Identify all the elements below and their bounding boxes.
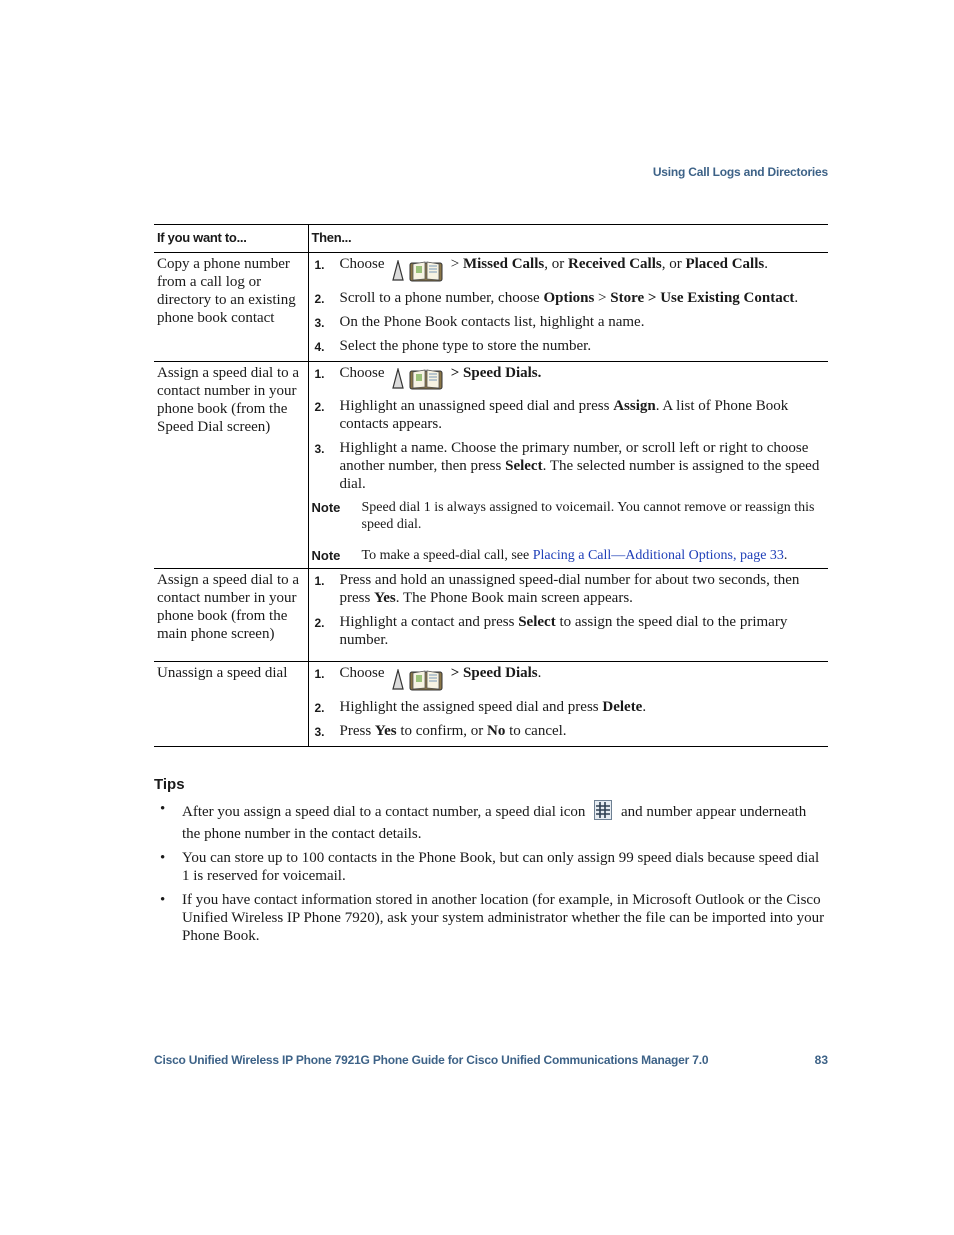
step-text: > — [594, 289, 611, 306]
step-number: 4. — [314, 339, 325, 354]
step-number: 1. — [314, 258, 325, 272]
step-text: , or — [544, 256, 568, 272]
step-text: Press — [339, 722, 375, 739]
softkey-select: Select — [518, 614, 556, 631]
step-text: to confirm, or — [396, 722, 487, 739]
softkey-select: Select — [505, 458, 543, 475]
table-header-row — [154, 225, 828, 253]
directory-book-icon — [408, 367, 444, 391]
step-number: 2. — [314, 700, 325, 715]
step-text: Select the phone type to store the number. — [339, 337, 592, 354]
note-block — [313, 499, 826, 533]
directory-book-icon — [408, 668, 444, 692]
note-block — [313, 547, 826, 564]
softkey-yes: Yes — [374, 722, 397, 739]
tips-heading: Tips — [154, 776, 185, 793]
step-text: . — [537, 665, 542, 682]
step-text: Highlight an unassigned speed dial and press — [339, 398, 614, 415]
speed-dial-grid-icon — [594, 800, 612, 825]
softkey-assign: Assign — [613, 398, 656, 415]
softkey-placed-calls: Placed Calls — [685, 256, 765, 272]
softkey-yes: Yes — [374, 590, 396, 607]
step-text: Choose — [339, 364, 385, 381]
step-item — [313, 255, 826, 283]
step-text: Press and hold an unassigned speed-dial number for about two seconds, then press — [339, 572, 800, 607]
menu-speed-dials: > Speed Dials. — [450, 364, 542, 381]
softkey-received-calls: Received Calls — [567, 256, 662, 272]
softkey-delete: Delete — [602, 698, 643, 715]
step-text: . The Phone Book main screen appears. — [395, 590, 633, 607]
note-text: To make a speed-dial call, see — [361, 548, 533, 564]
column-header-task: If you want to... — [154, 225, 308, 253]
step-item — [313, 571, 826, 607]
tip-text: You can store up to 100 contacts in the Phone Book, but can only assign 99 speed dials because speed dial 1 is reserved for voicemail. — [182, 850, 820, 884]
step-text: Highlight the assigned speed dial and press — [339, 698, 603, 715]
softkey-missed-calls: Missed Calls — [462, 256, 545, 272]
step-text: . — [794, 289, 799, 306]
step-text: , or — [661, 256, 686, 272]
step-text: > — [450, 256, 463, 272]
table-row — [154, 253, 828, 362]
step-text: . A list of Phone Book contacts appears. — [339, 398, 789, 433]
table-row — [154, 569, 828, 662]
step-item — [313, 397, 826, 433]
table-row — [154, 662, 828, 747]
step-text: . — [642, 698, 647, 715]
step-text: Scroll to a phone number, choose — [339, 289, 544, 306]
menu-path-store-use-existing: Store > Use Existing Contact — [610, 289, 795, 306]
tip-text: If you have contact information stored in another location (for example, in Microsoft Outlook or the Cisco Unified Wireless IP Phone 7920), ask your system administrator whether the file can be imported into your Phone Book. — [182, 892, 825, 944]
nav-up-icon — [392, 368, 404, 390]
step-item — [313, 364, 826, 392]
table-row — [154, 361, 828, 569]
tip-item — [154, 891, 828, 945]
page-number: 83 — [814, 1053, 828, 1067]
tip-text: and number appear underneath the phone number in the contact details. — [182, 804, 807, 842]
task-cell: Unassign a speed dial — [154, 662, 308, 747]
nav-directory-icons — [392, 367, 444, 391]
footer-title: Cisco Unified Wireless IP Phone 7921G Phone Guide for Cisco Unified Communications Manager 7.0 — [154, 1053, 709, 1067]
directory-book-icon — [408, 259, 444, 283]
nav-directory-icons — [392, 668, 444, 692]
step-text: to assign the speed dial to the primary number. — [339, 614, 788, 649]
step-text: Highlight a name. Choose the primary number, or scroll left or right to choose another number, then press — [339, 440, 809, 475]
step-text: . — [764, 256, 768, 272]
steps-cell — [308, 361, 828, 569]
task-cell: Assign a speed dial to a contact number in your phone book (from the main phone screen) — [154, 569, 308, 662]
step-number: 3. — [314, 724, 325, 739]
note-text: Speed dial 1 is always assigned to voicemail. You cannot remove or reassign this speed dial. — [361, 500, 815, 533]
procedure-table — [154, 224, 828, 747]
nav-up-icon — [392, 260, 404, 282]
step-item — [313, 698, 826, 716]
cross-reference-link[interactable]: Placing a Call—Additional Options, page 33 — [532, 548, 784, 564]
step-text: to cancel. — [505, 722, 567, 739]
step-number: 2. — [314, 616, 325, 631]
step-number: 3. — [314, 315, 325, 330]
tips-list — [154, 800, 828, 951]
note-label: Note — [311, 548, 341, 564]
step-number: 2. — [314, 400, 325, 415]
step-item — [313, 613, 826, 649]
tip-text: After you assign a speed dial to a contact number, a speed dial icon — [182, 804, 586, 820]
softkey-no: No — [487, 722, 506, 739]
nav-up-icon — [392, 669, 404, 691]
step-text: Highlight a contact and press — [339, 614, 519, 631]
step-number: 2. — [314, 291, 325, 306]
note-text: . — [783, 548, 788, 564]
task-cell: Assign a speed dial to a contact number in your phone book (from the Speed Dial screen) — [154, 361, 308, 569]
step-text: Choose — [339, 256, 385, 272]
step-text: . The selected number is assigned to the speed dial. — [339, 458, 820, 493]
step-item — [313, 722, 826, 740]
menu-speed-dials: > Speed Dials — [450, 665, 538, 682]
note-label: Note — [311, 500, 341, 516]
tip-item — [154, 800, 828, 843]
steps-cell — [308, 253, 828, 362]
tip-item — [154, 849, 828, 885]
column-header-then: Then... — [308, 225, 828, 253]
step-text: Choose — [339, 665, 385, 682]
step-item — [313, 289, 826, 307]
step-item — [313, 337, 826, 355]
task-cell: Copy a phone number from a call log or directory to an existing phone book contact — [154, 253, 308, 362]
step-number: 1. — [314, 667, 325, 682]
nav-directory-icons — [392, 259, 444, 283]
step-text: On the Phone Book contacts list, highlight a name. — [339, 313, 645, 330]
step-number: 1. — [314, 574, 325, 589]
steps-cell — [308, 569, 828, 662]
step-number: 3. — [314, 442, 325, 457]
running-header: Using Call Logs and Directories — [652, 165, 828, 179]
step-item — [313, 313, 826, 331]
softkey-options: Options — [543, 289, 595, 306]
step-item — [313, 439, 826, 493]
steps-cell — [308, 662, 828, 747]
step-number: 1. — [314, 366, 325, 381]
step-item — [313, 664, 826, 692]
